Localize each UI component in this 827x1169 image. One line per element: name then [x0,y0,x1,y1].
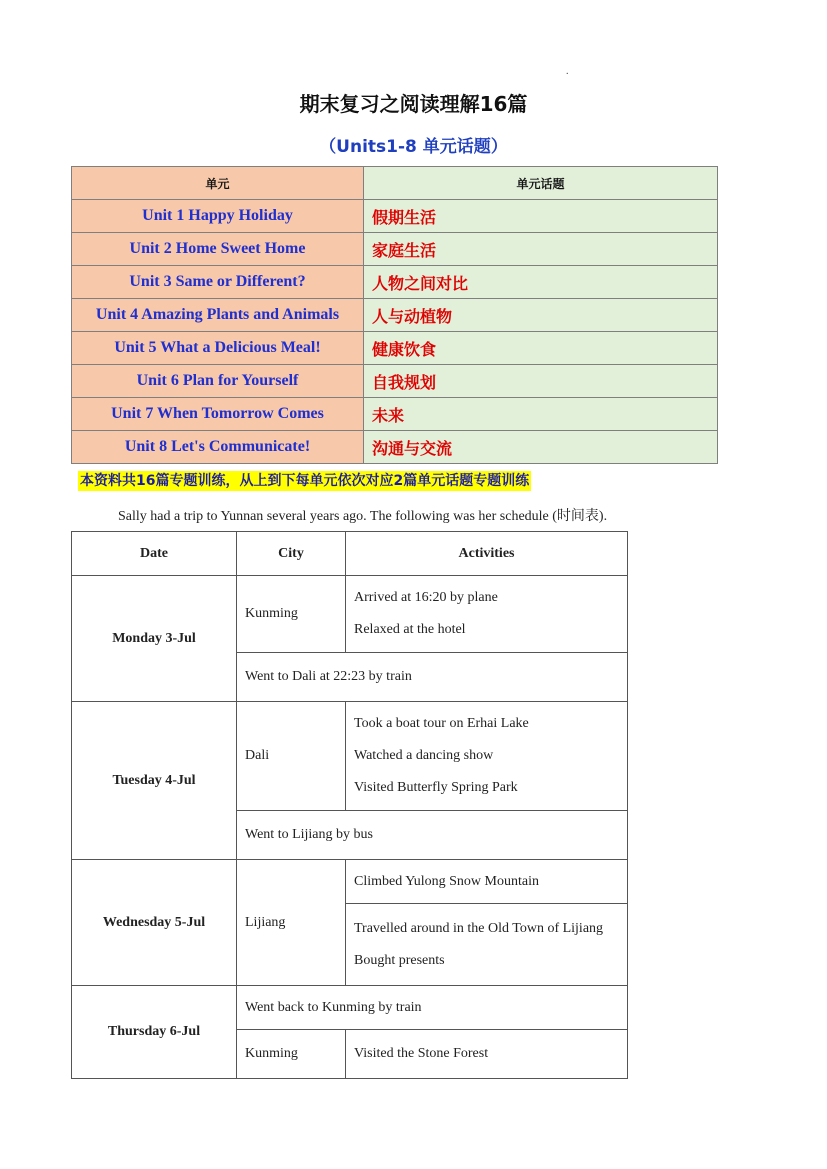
page-title: 期末复习之阅读理解16篇 [299,92,528,116]
date-cell: Monday 3-Jul [72,576,237,702]
header-city: City [237,532,346,576]
table-row [72,332,718,365]
table-row [72,299,718,332]
table-row [72,986,628,1030]
travel-cell: Went to Lijiang by bus [237,811,628,860]
units-header-row [72,167,718,200]
unit-name: Unit 8 Let's Communicate! [72,431,364,464]
activities-cell: Visited the Stone Forest [346,1030,628,1079]
table-row [72,702,628,811]
unit-topic: 人与动植物 [364,299,718,332]
activity-item: Visited Butterfly Spring Park [354,780,518,795]
date-cell: Tuesday 4-Jul [72,702,237,860]
table-row [72,365,718,398]
unit-topic: 未来 [364,398,718,431]
unit-name: Unit 2 Home Sweet Home [72,233,364,266]
travel-cell: Went back to Kunming by train [237,986,628,1030]
unit-topic: 健康饮食 [364,332,718,365]
activity-item: Relaxed at the hotel [354,622,466,637]
activities-cell [346,702,628,811]
unit-name: Unit 6 Plan for Yourself [72,365,364,398]
unit-topic: 人物之间对比 [364,266,718,299]
schedule-table [71,531,628,1079]
unit-name: Unit 7 When Tomorrow Comes [72,398,364,431]
activities-cell [346,576,628,653]
unit-topic: 家庭生活 [364,233,718,266]
activity-item: Travelled around in the Old Town of Lijiang [354,920,604,936]
activity-item: Arrived at 16:20 by plane [354,590,498,605]
header-topic: 单元话题 [364,167,718,200]
unit-name: Unit 5 What a Delicious Meal! [72,332,364,365]
header-activities: Activities [346,532,628,576]
activity-item: Took a boat tour on Erhai Lake [354,716,529,731]
table-row [72,200,718,233]
city-cell: Dali [237,702,346,811]
city-cell: Kunming [237,576,346,653]
unit-topic: 假期生活 [364,200,718,233]
schedule-header-row [72,532,628,576]
date-cell: Wednesday 5-Jul [72,860,237,986]
page-subtitle: （Units1-8 单元话题） [319,137,508,157]
unit-name: Unit 1 Happy Holiday [72,200,364,233]
city-cell: Lijiang [237,860,346,986]
table-row [72,398,718,431]
unit-name: Unit 3 Same or Different? [72,266,364,299]
page-dot: . [566,66,569,77]
unit-topic: 自我规划 [364,365,718,398]
intro-paragraph: Sally had a trip to Yunnan several years ago. The following was her schedule (时间表). [118,509,608,524]
table-row [72,431,718,464]
activity-item: Bought presents [354,952,445,968]
date-cell: Thursday 6-Jul [72,986,237,1079]
travel-cell: Went to Dali at 22:23 by train [237,653,628,702]
unit-name: Unit 4 Amazing Plants and Animals [72,299,364,332]
table-row [72,860,628,904]
table-row [72,266,718,299]
highlight-note: 本资料共16篇专题训练，从上到下每单元依次对应2篇单元话题专题训练 [80,473,530,489]
activities-cell [346,904,628,986]
header-unit: 单元 [72,167,364,200]
activity-item: Watched a dancing show [354,748,494,763]
header-date: Date [72,532,237,576]
table-row [72,233,718,266]
units-table [71,166,718,464]
city-cell: Kunming [237,1030,346,1079]
activities-cell: Climbed Yulong Snow Mountain [346,860,628,904]
unit-topic: 沟通与交流 [364,431,718,464]
table-row [72,576,628,653]
